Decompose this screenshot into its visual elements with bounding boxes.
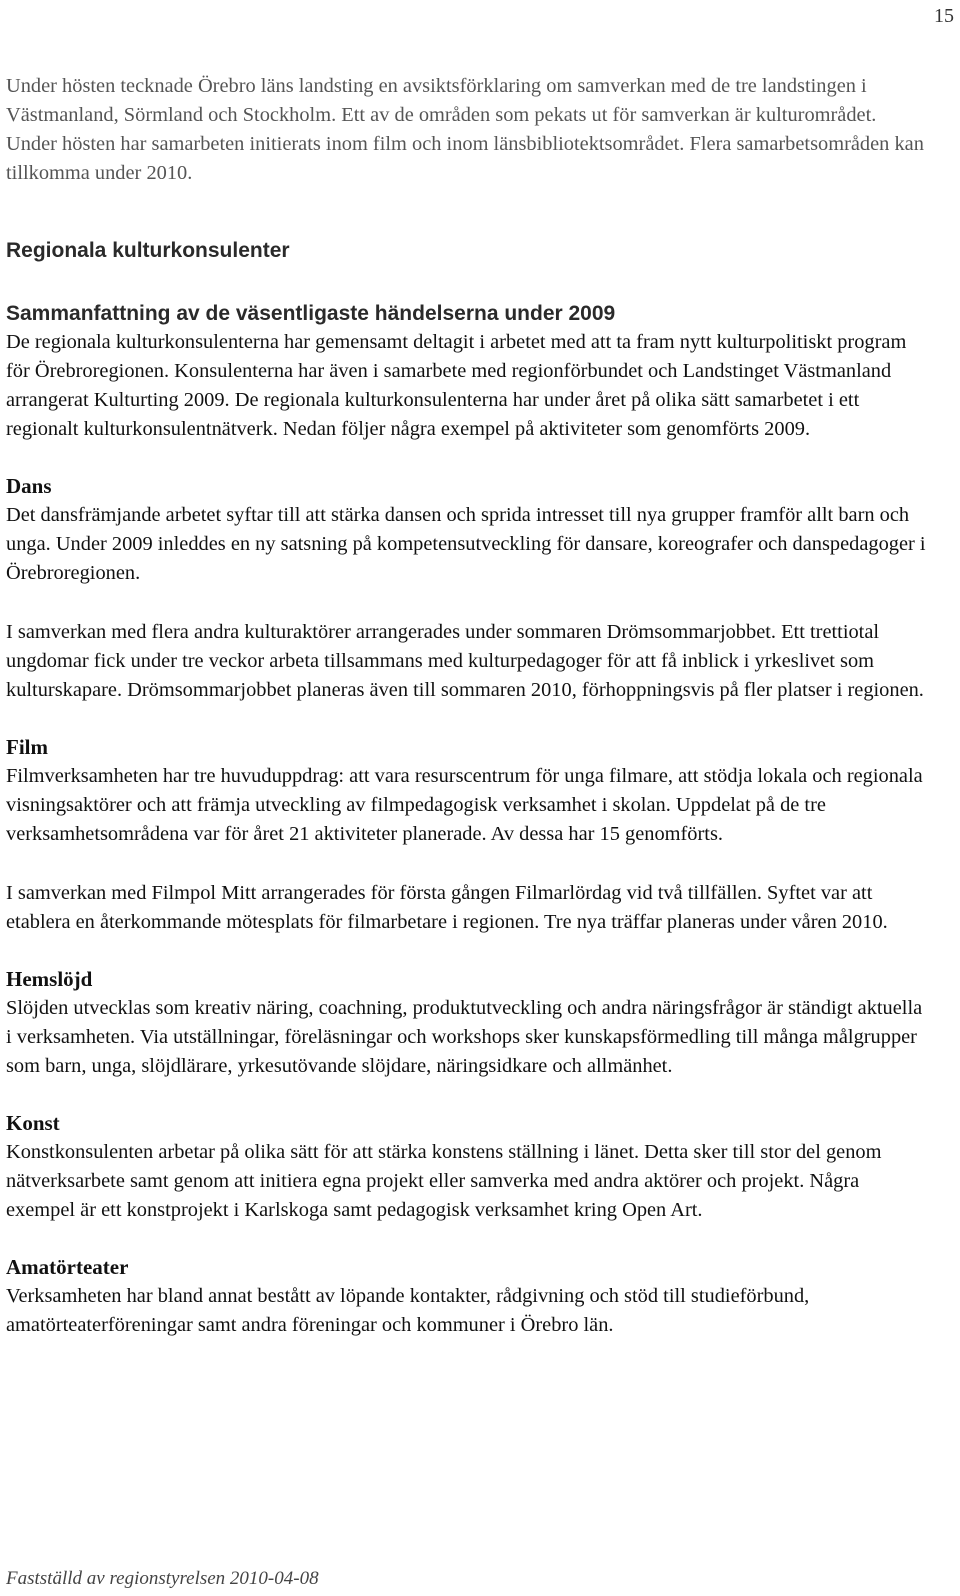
konst-paragraph: Konstkonsulenten arbetar på olika sätt för att stärka konstens ställning i länet. Detta sker till stor del genom nätverksarbete samt genom att initiera egna projekt eller samverka med andra aktörer och projekt. Några exempel är ett konstprojekt i Karlskoga samt pedagogisk verksamhet kring Open Art. [6,1141,882,1221]
dans-paragraph-2: I samverkan med flera andra kulturaktörer arrangerades under sommaren Drömsommarjobbet. Ett trettiotal ungdomar fick under tre veckor arbeta tillsammans med kulturpedagoger för att få inblick i yrkeslivet som kulturskapare. Drömsommarjobbet planeras även till sommaren 2010, förhoppningsvis på fler platser i regionen. [6,621,924,701]
page-body [6,72,926,1340]
summary-paragraph: De regionala kulturkonsulenterna har gemensamt deltagit i arbetet med att ta fram nytt kulturpolitiskt program för Örebroregionen. Konsulenterna har även i samarbete med regionförbundet och Landstinget Västmanland arrangerat Kulturting 2009. De regionala kulturkonsulenterna har under året på olika sätt samarbetet i ett regionalt kulturkonsulentnätverk. Nedan följer några exempel på aktiviteter som genomförts 2009. [6,331,907,440]
dans-paragraph-1: Det dansfrämjande arbetet syftar till att stärka dansen och sprida intresset till nya grupper framför allt barn och unga. Under 2009 inleddes en ny satsning på kompetensutveckling för dansare, koreografer och danspedagoger i Örebroregionen. [6,504,926,584]
main-heading: Regionala kulturkonsulenter [6,239,290,262]
section-heading-film: Film [6,735,48,759]
section-heading-amatorteater: Amatörteater [6,1255,129,1279]
section-heading-konst: Konst [6,1111,60,1135]
amatorteater-paragraph: Verksamheten har bland annat bestått av löpande kontakter, rådgivning och stöd till studieförbund, amatörteaterföreningar samt andra föreningar och kommuner i Örebro län. [6,1285,810,1336]
summary-heading: Sammanfattning av de väsentligaste händelserna under 2009 [6,302,616,325]
section-heading-hemslojd: Hemslöjd [6,967,93,991]
film-paragraph-1: Filmverksamheten har tre huvuduppdrag: att vara resurscentrum för unga filmare, att stödja lokala och regionala visningsaktörer och att främja utveckling av filmpedagogisk verksamhet i skolan. Uppdelat på de tre verksamhetsområdena var för året 21 aktiviteter planerade. Av dessa har 15 genomförts. [6,765,923,845]
intro-paragraph: Under hösten tecknade Örebro läns landsting en avsiktsförklaring om samverkan med de tre landstingen i Västmanland, Sörmland och Stockholm. Ett av de områden som pekats ut för samverkan är kulturområdet. Under hösten har samarbeten initierats inom film och inom länsbibliotektsområdet. Flera samarbetsområden kan tillkomma under 2010. [6,75,924,184]
section-heading-dans: Dans [6,474,52,498]
hemslojd-paragraph: Slöjden utvecklas som kreativ näring, coachning, produktutveckling och andra näringsfrågor är ständigt aktuella i verksamheten. Via utställningar, föreläsningar och workshops sker kunskapsförmedling till många målgrupper som barn, unga, slöjdlärare, yrkesutövande slöjdare, näringsidkare och allmänhet. [6,997,923,1077]
page-number: 15 [934,5,954,27]
footer-note: Fastställd av regionstyrelsen 2010-04-08 [6,1568,319,1589]
film-paragraph-2: I samverkan med Filmpol Mitt arrangerades för första gången Filmarlördag vid två tillfällen. Syftet var att etablera en återkommande mötesplats för filmarbetare i regionen. Tre nya träffar planeras under våren 2010. [6,882,888,933]
